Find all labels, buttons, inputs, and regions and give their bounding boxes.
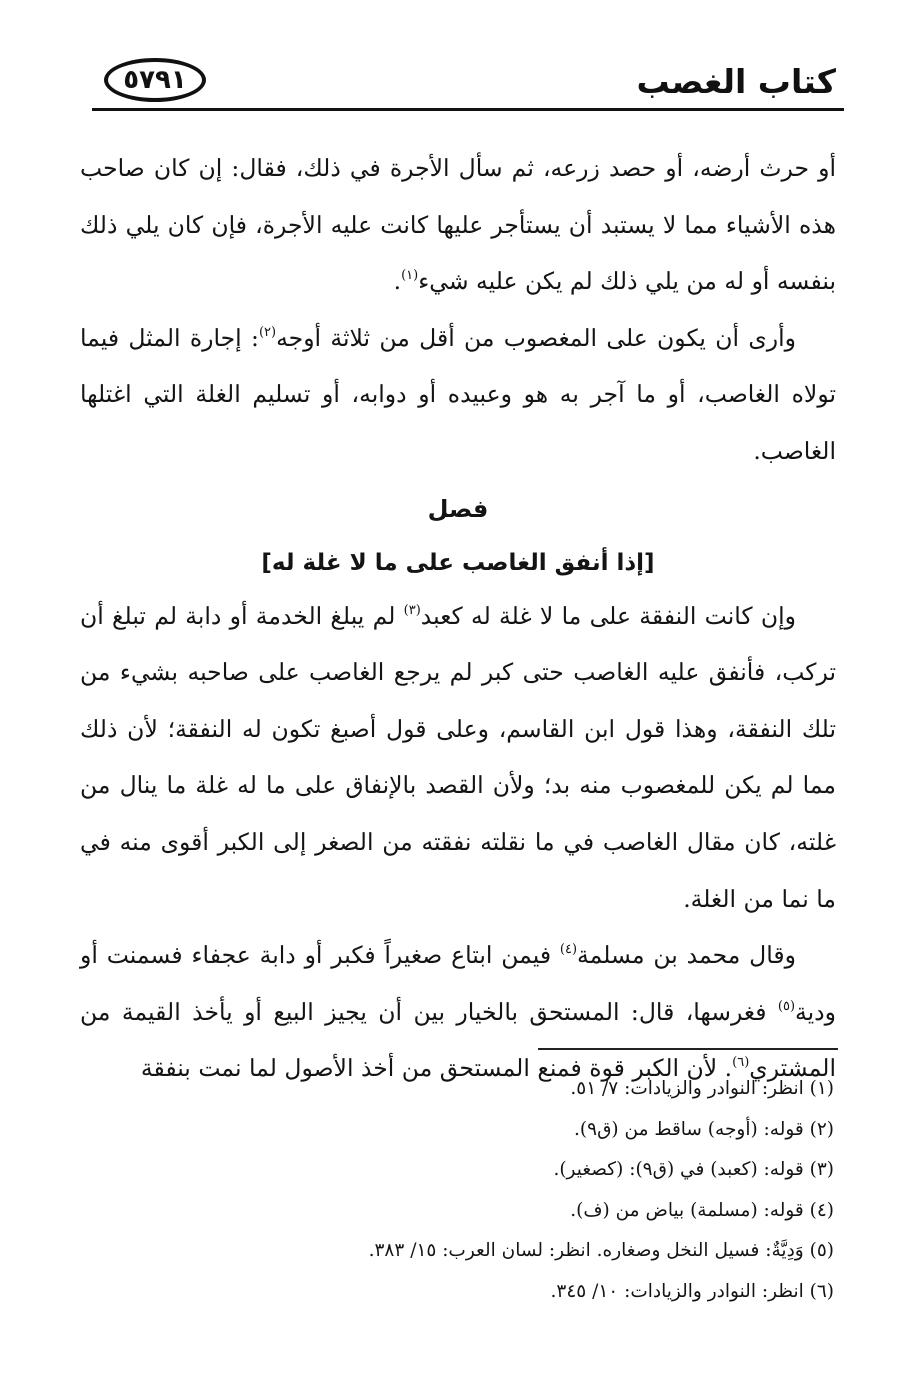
book-title: كتاب الغصب	[636, 62, 836, 101]
page-header	[0, 0, 914, 120]
footnote-ref-3: (٣)	[403, 602, 421, 618]
paragraph-2-text-b: : إجارة المثل فيما تولاه الغاصب، أو ما آجر به هو وعبيده أو دوابه، أو تسليم الغلة التي اغتلها الغاصب.	[80, 323, 836, 465]
section-subheading: [إذا أنفق الغاصب على ما لا غلة له]	[261, 549, 655, 576]
paragraph-2	[80, 310, 836, 480]
footnote-4: (٤) قوله: (مسلمة) بياض من (ف).	[570, 1199, 834, 1221]
paragraph-4-text-c: فغرسها، قال: المستحق بالخيار بين أن يجيز البيع أو يأخذ القيمة من المشتري	[80, 997, 836, 1083]
paragraph-1	[80, 140, 836, 310]
paragraph-3-text-b: لم يبلغ الخدمة أو دابة لم تبلغ أن تركب، فأنفق عليه الغاصب حتى كبر لم يرجع الغاصب على صاحبه بشيء من تلك النفقة، وهذا قول ابن القاسم، وعلى قول أصبغ تكون له النفقة؛ لأن ذلك مما لم يكن للمغصوب منه بد؛ ولأن القصد بالإنفاق على ما له غلة ما ينال من غلته، كان مقال الغاصب في ما نقلته نفقته من الصغر إلى الكبر أقوى منه في ما نما من الغلة.	[80, 601, 836, 913]
footnote-ref-1: (١)	[401, 268, 419, 284]
footnote-ref-2: (٢)	[258, 324, 277, 340]
footnote-3: (٣) قوله: (كعبد) في (ق٩): (كصغير).	[553, 1159, 834, 1181]
footnote-separator	[538, 1048, 838, 1050]
paragraph-1-text: أو حرث أرضه، أو حصد زرعه، ثم سأل الأجرة في ذلك، فقال: إن كان صاحب هذه الأشياء مما لا يستبد أن يستأجر عليها كانت عليه الأجرة، فإن كان يلي ذلك بنفسه أو له من يلي ذلك لم يكن عليه شيء	[80, 154, 836, 296]
header-rule	[92, 108, 844, 111]
footnote-ref-5: (٥)	[777, 998, 796, 1014]
paragraph-1-end: .	[393, 267, 402, 296]
section-heading: فصل	[427, 494, 489, 523]
paragraph-2-text-a: وأرى أن يكون على المغصوب من أقل من ثلاثة أوجه	[276, 323, 796, 352]
paragraph-3-text-a: وإن كانت النفقة على ما لا غلة له كعبد	[420, 601, 796, 630]
footnote-ref-6: (٦)	[732, 1055, 750, 1071]
footnote-2: (٢) قوله: (أوجه) ساقط من (ق٩).	[574, 1118, 834, 1140]
footnote-ref-4: (٤)	[559, 942, 578, 958]
footnote-5: (٥) وَدِيَّةٌ: فسيل النخل وصغاره. انظر: لسان العرب: ١٥/ ٣٨٣.	[368, 1240, 834, 1262]
paragraph-4-text-a: وقال محمد بن مسلمة	[577, 941, 796, 970]
paragraph-4-text-b: فيمن ابتاع صغيراً فكبر أو دابة عجفاء فسمنت أو ودية	[80, 941, 836, 1026]
page-number: ٥٧٩١	[104, 58, 206, 102]
main-text	[80, 140, 836, 1097]
paragraph-3	[80, 588, 836, 928]
footnote-6: (٦) انظر: النوادر والزيادات: ١٠/ ٣٤٥.	[550, 1280, 834, 1302]
paragraph-4-text-d: . لأن الكبر قوة فمنع المستحق من أخذ الأصول لما نمت بنفقة	[140, 1054, 733, 1083]
footnotes-list	[94, 1069, 834, 1313]
footnote-1: (١) انظر: النوادر والزيادات: ٧/ ٥١.	[570, 1078, 834, 1099]
